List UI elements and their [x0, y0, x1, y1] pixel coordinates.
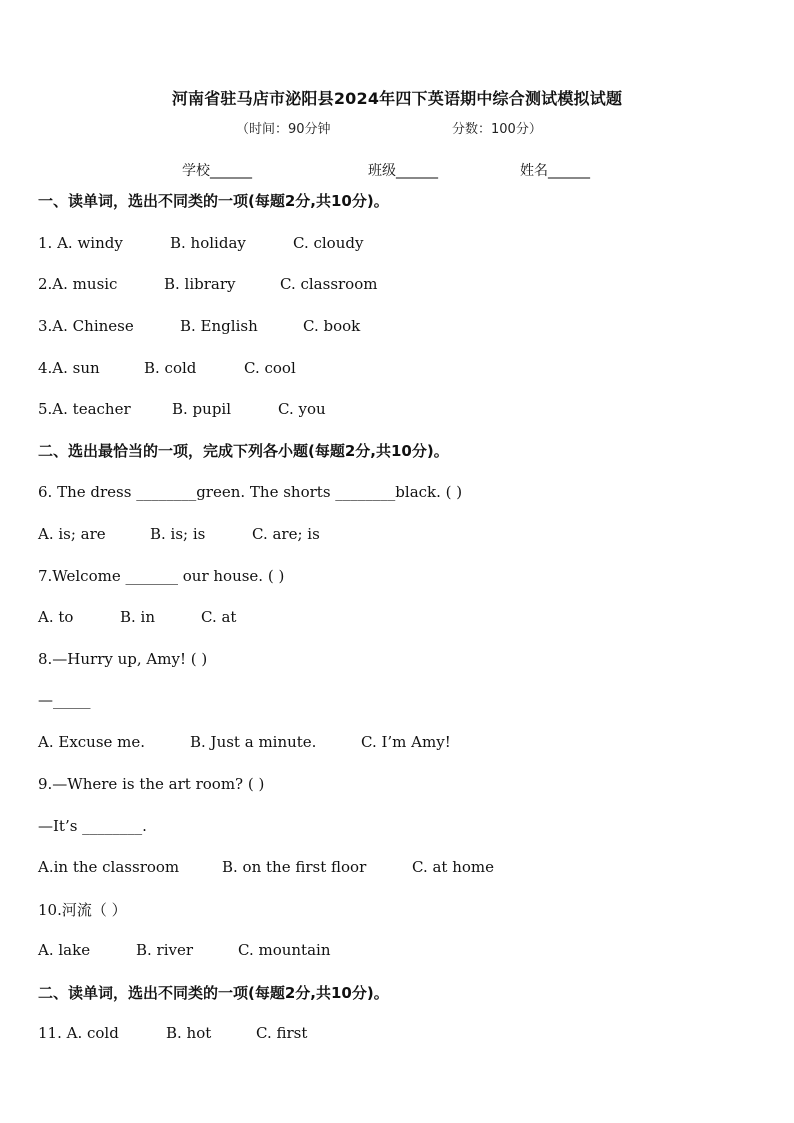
q3-option-c: C. book: [303, 317, 361, 335]
section-heading-3: 二、读单词，选出不同类的一项(每题2分,共10分)。: [38, 984, 389, 1002]
question-7-options: [38, 608, 237, 626]
question-9-stem: 9.—Where is the art room? ( ): [38, 775, 265, 793]
question-9-options: [38, 858, 495, 876]
q10-option-b: B. river: [136, 941, 194, 959]
q3-option-a: 3.A. Chinese: [38, 317, 134, 335]
q9-option-a: A.in the classroom: [38, 858, 180, 876]
question-10-options: [38, 941, 331, 959]
q8-option-c: C. I’m Amy!: [361, 733, 451, 751]
q3-option-b: B. English: [180, 317, 258, 335]
q9-option-b: B. on the first floor: [222, 858, 367, 876]
q1-option-a: 1. A. windy: [38, 234, 123, 252]
q8-option-a: A. Excuse me.: [38, 733, 146, 751]
q5-option-b: B. pupil: [172, 400, 232, 418]
q2-option-c: C. classroom: [280, 275, 378, 293]
name-field: 姓名______: [520, 163, 590, 179]
q8-option-b: B. Just a minute.: [190, 733, 317, 751]
q7-option-c: C. at: [201, 608, 237, 626]
q5-option-c: C. you: [278, 400, 326, 418]
q5-option-a: 5.A. teacher: [38, 400, 131, 418]
q2-option-b: B. library: [164, 275, 236, 293]
q4-option-b: B. cold: [144, 359, 197, 377]
q1-option-b: B. holiday: [170, 234, 246, 252]
q4-option-c: C. cool: [244, 359, 296, 377]
q10-option-c: C. mountain: [238, 941, 331, 959]
question-7-stem: 7.Welcome _______ our house. ( ): [38, 567, 285, 585]
question-3: [38, 317, 361, 335]
question-5: [38, 400, 326, 418]
question-4: [38, 359, 296, 377]
q2-option-a: 2.A. music: [38, 275, 118, 293]
q6-option-b: B. is; is: [150, 525, 206, 543]
question-8-options: [38, 733, 451, 751]
q6-option-a: A. is; are: [38, 525, 106, 543]
question-9-reply: —It’s ________.: [38, 817, 147, 835]
q10-option-a: A. lake: [38, 941, 91, 959]
time-info: （时间：90分钟: [236, 122, 331, 137]
class-field: 班级______: [368, 163, 438, 179]
question-6-options: [38, 525, 320, 543]
question-11: [38, 1024, 308, 1042]
q7-option-b: B. in: [120, 608, 156, 626]
exam-title: 河南省驻马店市泌阳县2024年四下英语期中综合测试模拟试题: [171, 89, 623, 108]
question-1: [38, 234, 364, 252]
question-8-stem: 8.—Hurry up, Amy! ( ): [38, 650, 208, 668]
question-8-reply: —_____: [38, 691, 91, 709]
section-heading-1: 一、读单词，选出不同类的一项(每题2分,共10分)。: [38, 192, 389, 210]
q11-option-a: 11. A. cold: [38, 1024, 119, 1042]
q1-option-c: C. cloudy: [293, 234, 364, 252]
section-heading-2: 二、选出最恰当的一项，完成下列各小题(每题2分,共10分)。: [38, 442, 449, 460]
q11-option-b: B. hot: [166, 1024, 212, 1042]
q9-option-c: C. at home: [412, 858, 495, 876]
score-info: 分数：100分）: [452, 122, 542, 137]
school-field: 学校______: [182, 163, 252, 179]
q6-option-c: C. are; is: [252, 525, 320, 543]
q11-option-c: C. first: [256, 1024, 308, 1042]
q7-option-a: A. to: [38, 608, 74, 626]
question-2: [38, 275, 378, 293]
question-10-stem: 10.河流（ ）: [38, 901, 127, 919]
question-6-stem: 6. The dress ________green. The shorts ________black. ( ): [38, 483, 463, 501]
q4-option-a: 4.A. sun: [38, 359, 100, 377]
